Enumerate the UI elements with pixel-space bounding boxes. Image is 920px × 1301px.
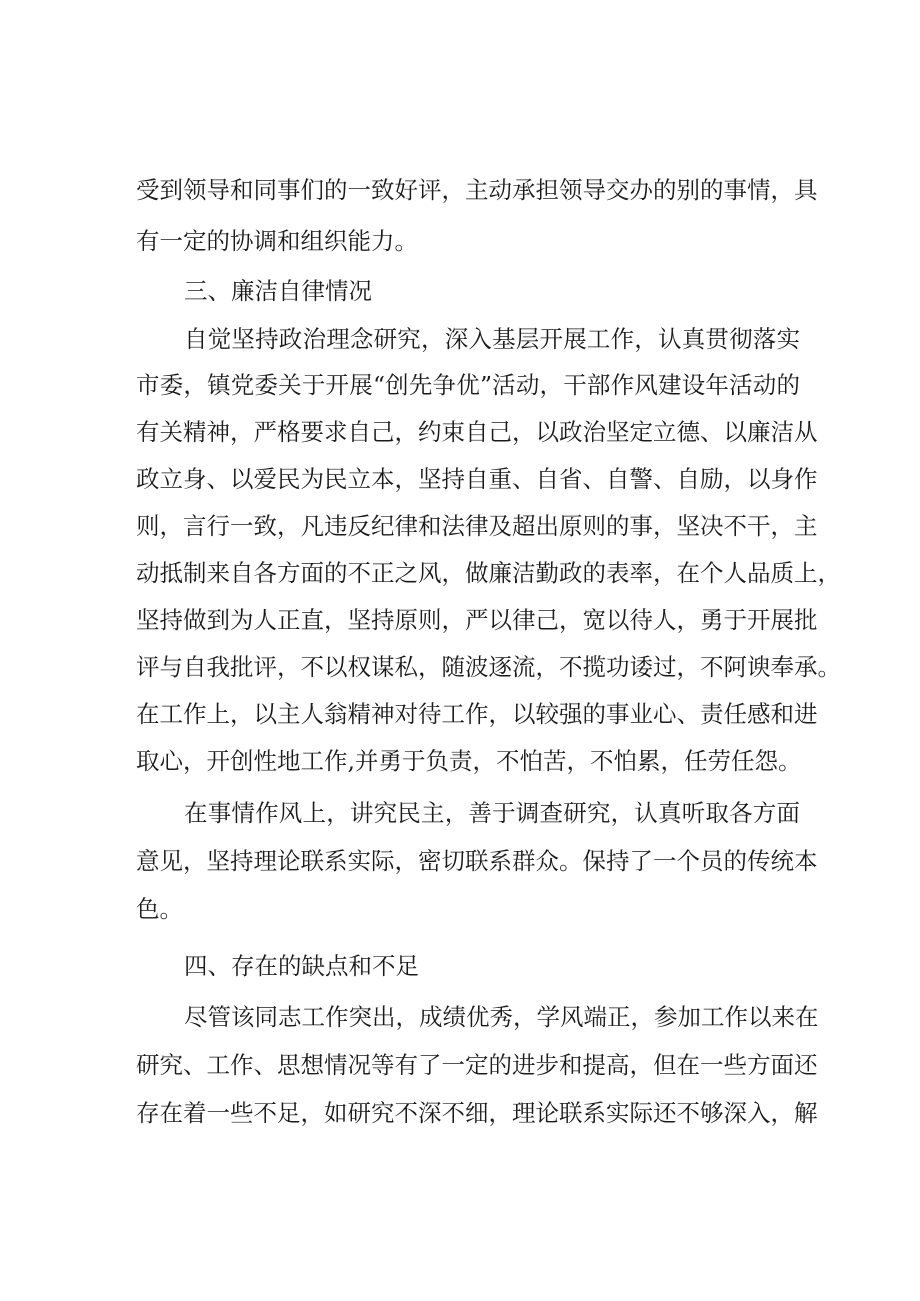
section-heading: 三、廉洁自律情况 xyxy=(184,277,372,305)
paragraph-line: 取心，开创性地工作,并勇于负责，不怕苦，不怕累，任劳任怨。 xyxy=(136,747,802,775)
paragraph-line: 在事情作风上，讲究民主，善于调查研究，认真听取各方面 xyxy=(184,799,800,827)
paragraph-line: 意见，坚持理论联系实际，密切联系群众。保持了一个员的传统本 xyxy=(136,847,818,875)
paragraph-line: 受到领导和同事们的一致好评，主动承担领导交办的别的事情，具 xyxy=(136,176,818,204)
paragraph-line: 市委，镇党委关于开展“创先争优”活动，干部作风建设年活动的 xyxy=(136,371,800,399)
section-heading: 四、存在的缺点和不足 xyxy=(184,952,419,980)
paragraph-line: 政立身、以爱民为民立本，坚持自重、自省、自警、自励，以身作 xyxy=(136,465,818,493)
paragraph-line: 动抵制来自各方面的不正之风，做廉洁勤政的表率，在个人品质上， xyxy=(136,559,841,587)
paragraph-line: 在工作上，以主人翁精神对待工作，以较强的事业心、责任感和进 xyxy=(136,700,818,728)
paragraph-line: 评与自我批评，不以权谋私，随波逐流，不揽功诿过，不阿谀奉承。 xyxy=(136,653,841,681)
paragraph-line: 存在着一些不足，如研究不深不细，理论联系实际还不够深入，解 xyxy=(136,1099,818,1127)
paragraph-line: 研究、工作、思想情况等有了一定的进步和提高，但在一些方面还 xyxy=(136,1051,818,1079)
paragraph-line: 色。 xyxy=(136,895,183,923)
paragraph-line: 尽管该同志工作突出，成绩优秀，学风端正，参加工作以来在 xyxy=(184,1003,819,1031)
paragraph-line: 有关精神，严格要求自己，约束自己，以政治坚定立德、以廉洁从 xyxy=(136,418,818,446)
paragraph-line: 坚持做到为人正直，坚持原则，严以律己，宽以待人，勇于开展批 xyxy=(136,606,818,634)
paragraph-line: 有一定的协调和组织能力。 xyxy=(136,227,418,255)
paragraph-line: 自觉坚持政治理念研究，深入基层开展工作，认真贯彻落实 xyxy=(184,325,800,353)
paragraph-line: 则，言行一致，凡违反纪律和法律及超出原则的事，坚决不干，主 xyxy=(136,512,818,540)
